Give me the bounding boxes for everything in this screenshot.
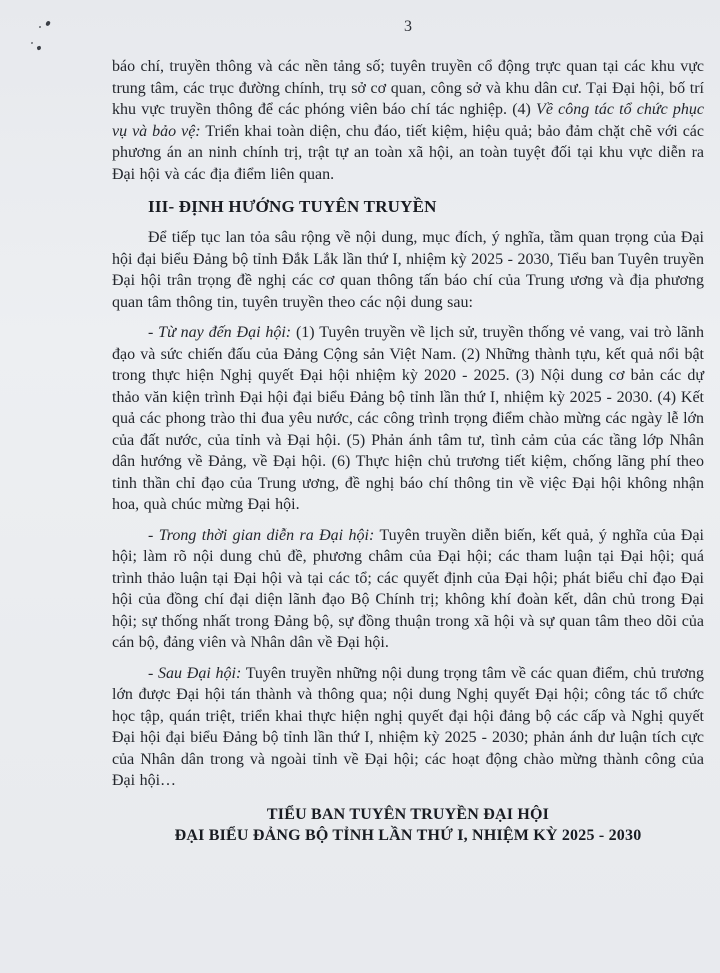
paragraph-continuation xyxy=(112,56,704,185)
paragraph-text: Triển khai toàn diện, chu đáo, tiết kiệm, hiệu quả; bảo đảm chặt chẽ với các phương án an ninh chính trị, trật tự an toàn xã hội, an toàn tuyệt đối tại khu vực diễn ra Đại hội và các địa điểm liên quan. xyxy=(112,122,705,183)
paragraph-before-congress xyxy=(112,322,704,516)
lead-phrase: - Trong thời gian diễn ra Đại hội: xyxy=(148,526,375,544)
paragraph-during-congress xyxy=(112,525,704,654)
paragraph-text: Tuyên truyền những nội dung trọng tâm về các quan điểm, chủ trương lớn được Đại hội tán thành và thông qua; nội dung Nghị quyết Đại hội; công tác tổ chức học tập, quán triệt, triển khai thực hiện nghị quyết đại hội đảng bộ các cấp và Nghị quyết Đại hội đại biểu Đảng bộ tỉnh lần thứ I, nhiệm kỳ 2025 - 2030; phản ánh dư luận tích cực của Nhân dân trong và ngoài tỉnh về Đại hội; các hoạt động chào mừng thành công của Đại hội… xyxy=(112,664,704,789)
lead-phrase: - Sau Đại hội: xyxy=(148,664,242,682)
signature-line-2: ĐẠI BIỂU ĐẢNG BỘ TỈNH LẦN THỨ I, NHIỆM KỲ 2025 - 2030 xyxy=(174,826,642,844)
page-number: 3 xyxy=(404,18,412,35)
paragraph-text: báo chí, truyền thông và các nền tảng số; tuyên truyền cổ động trực quan tại các khu vực trung tâm, các trục đường chính, trụ sở cơ quan, công sở và khu dân cư. Tại Đại hội, bố trí khu vực truyền thông để các phóng viên báo chí tác nghiệp. (4) xyxy=(112,58,704,118)
paragraph-text: Tuyên truyền diễn biến, kết quả, ý nghĩa của Đại hội; làm rõ nội dung chủ đề, phương châm của Đại hội; các tham luận tại Đại hội; quá trình thảo luận tại Đại hội và tại các tổ; các quyết định của Đại hội; phát biểu chỉ đạo Đại hội của đồng chí đại diện lãnh đạo Bộ Chính trị; không khí đoàn kết, dân chủ trong Đại hội; sự thống nhất trong Đảng bộ, sự đồng thuận trong xã hội và sự quan tâm theo dõi của cán bộ, đảng viên và Nhân dân về Đại hội. xyxy=(112,526,704,651)
signature-block xyxy=(112,804,704,846)
paragraph-after-congress xyxy=(112,663,704,792)
paragraph-intro: Để tiếp tục lan tỏa sâu rộng về nội dung, mục đích, ý nghĩa, tầm quan trọng của Đại hội đại biểu Đảng bộ tỉnh Đắk Lắk lần thứ I, nhiệm kỳ 2025 - 2030, Tiểu ban Tuyên truyền Đại hội trân trọng đề nghị các cơ quan thông tấn báo chí của Trung ương và địa phương quan tâm thông tin, tuyên truyền theo các nội dung sau: xyxy=(112,229,704,311)
signature-line-1: TIỂU BAN TUYÊN TRUYỀN ĐẠI HỘI xyxy=(266,805,550,823)
paragraph-text: (1) Tuyên truyền về lịch sử, truyền thống vẻ vang, vai trò lãnh đạo và sức chiến đấu của Đảng Cộng sản Việt Nam. (2) Những thành tựu, kết quả nổi bật trong thực hiện Nghị quyết Đại hội nhiệm kỳ 2020 - 2025. (3) Nội dung cơ bản các dự thảo văn kiện trình Đại hội đại biểu Đảng bộ tỉnh lần thứ I, nhiệm kỳ 2025 - 2030. (4) Kết quả các phong trào thi đua yêu nước, các công trình trọng điểm chào mừng các ngày lễ lớn của đất nước, của tỉnh và Đại hội. (5) Phản ánh tâm tư, tình cảm của các tầng lớp Nhân dân hướng về Đảng, về Đại hội. (6) Thực hiện chủ trương tiết kiệm, chống lãng phí theo tinh thần chỉ đạo của Trung ương, đề nghị báo chí thông tin về việc Đại hội không nhận hoa, quà chúc mừng Đại hội. xyxy=(112,324,705,513)
section-heading: III- ĐỊNH HƯỚNG TUYÊN TRUYỀN xyxy=(148,197,437,216)
lead-phrase: - Từ nay đến Đại hội: xyxy=(148,324,292,341)
italic-phrase: Về công tác tổ chức phục vụ và bảo vệ: xyxy=(112,101,705,140)
